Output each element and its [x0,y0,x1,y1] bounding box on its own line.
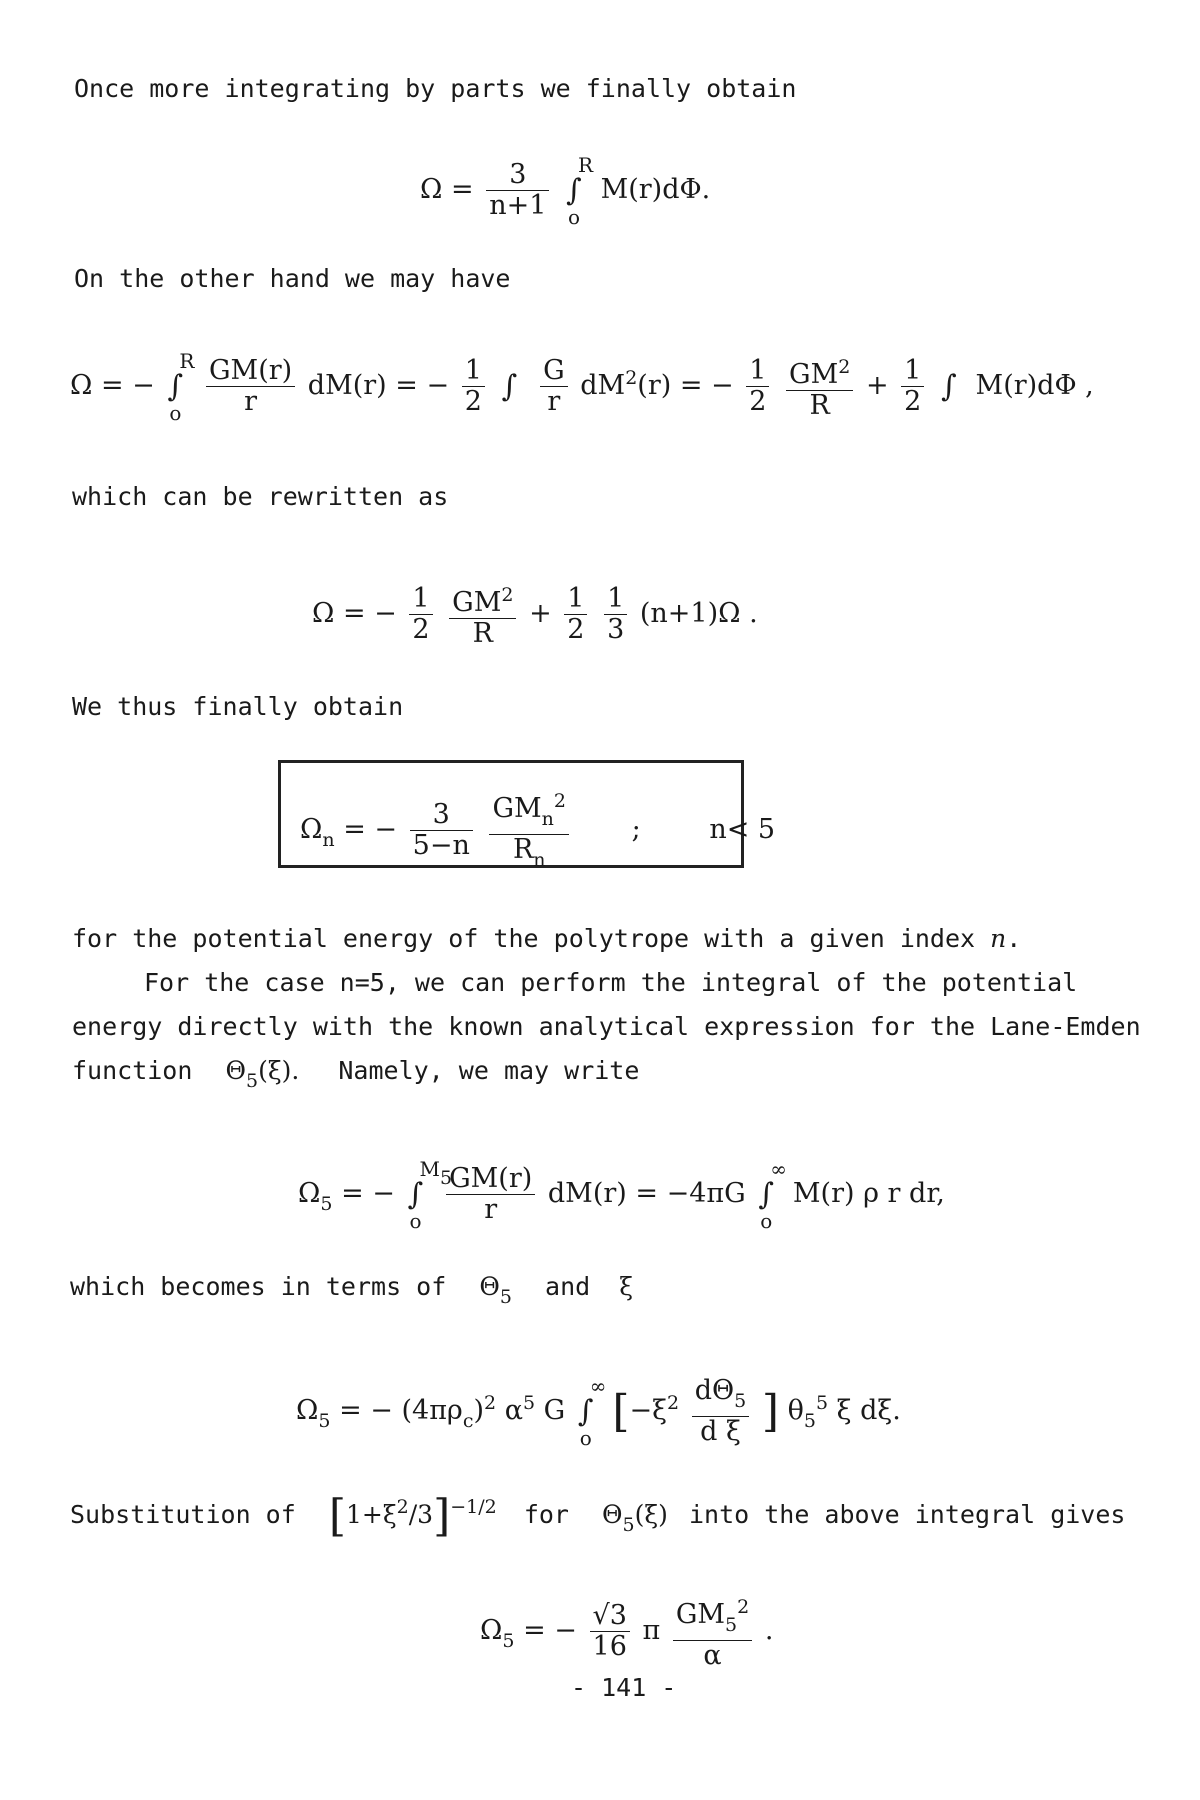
equation-omega-rewritten: Ω = − $\frac{1}{2}$ $\frac{GM^2}{R}$ + $\frac{1}{2}$ $\frac{1}{3}$ (n+1)Ω . [312,580,758,649]
text-line-9-a: which becomes in terms of [70,1272,447,1301]
text-line-9-b: and [545,1272,591,1301]
text-line-5 [72,924,1021,954]
text-line-1: Once more integrating by parts we finally obtain [74,74,797,103]
equation-omega-n: $\Omega_n$ = − $\frac{3}{5-n}$ $\frac{GM_n^2}{R_n}$ ; n< 5 [300,786,775,875]
text-line-7: energy directly with the known analytical expression for the Lane-Emden [72,1012,1141,1041]
text-line-6: For the case n=5, we can perform the integral of the potential [144,968,1078,997]
text-line-8-b: Namely, we may write [338,1056,640,1085]
text-line-10: Substitution of $[1+\xi^2/3]^{-1/2}$ for $\Theta_5(\xi)$ into the above integral gives [70,1490,1126,1542]
text-line-10-b: for [523,1500,569,1529]
text-line-5-a: for the potential energy of the polytrope with a given index [72,924,991,953]
equation-omega-expansion: Ω = − ∫ R o $\frac{GM(r)}{r}$ dM(r) = − $\frac{1}{2}$ ∫ $\frac{G}{r}$ $dM^2(r)$ = − $\frac{1}{2}$ $\frac{GM^2}{R}$ + $\frac{1}{2}$ ∫ M(r)dΦ , [70,348,1094,425]
text-line-10-c: into the above integral gives [688,1500,1126,1529]
equation-omega-5-result: $\Omega_5$ = − $\frac{√3}{16}$ π $\frac{GM_5^2}{\alpha}$ . [480,1592,773,1671]
index-n: n [990,924,1007,953]
text-line-4: We thus finally obtain [72,692,404,721]
text-line-8-a: function [72,1056,193,1085]
text-line-9: which becomes in terms of $\Theta_5$ and ξ [70,1272,634,1308]
text-line-3: which can be rewritten as [72,482,449,511]
equation-omega-integral: Ω = $\frac{3}{n+1}$ ∫ R o M(r)dΦ. [420,152,711,229]
text-line-2: On the other hand we may have [74,264,511,293]
equation-omega-5-theta: $\Omega_5$ = − $(4\pi\rho_c)^2$ $\alpha^5$ G ∫ ∞ o [$-\xi^2$ $\frac{d\Theta_5}{\text{d ξ}}$ ] $\theta_5^5$ ξ dξ. [296,1373,901,1450]
text-line-8: function $\Theta_5(\xi)$. Namely, we may write [72,1056,640,1092]
equation-omega-5-first: $\Omega_5$ = − ∫ M5 o $\frac{GM(r)}{r}$ dM(r) = −4πG ∫ ∞ o M(r) ρ r dr, [298,1156,945,1233]
text-line-5-c: . [1006,924,1022,953]
text-line-10-a: Substitution of [70,1500,296,1529]
page-number: - 141 - [571,1673,677,1702]
